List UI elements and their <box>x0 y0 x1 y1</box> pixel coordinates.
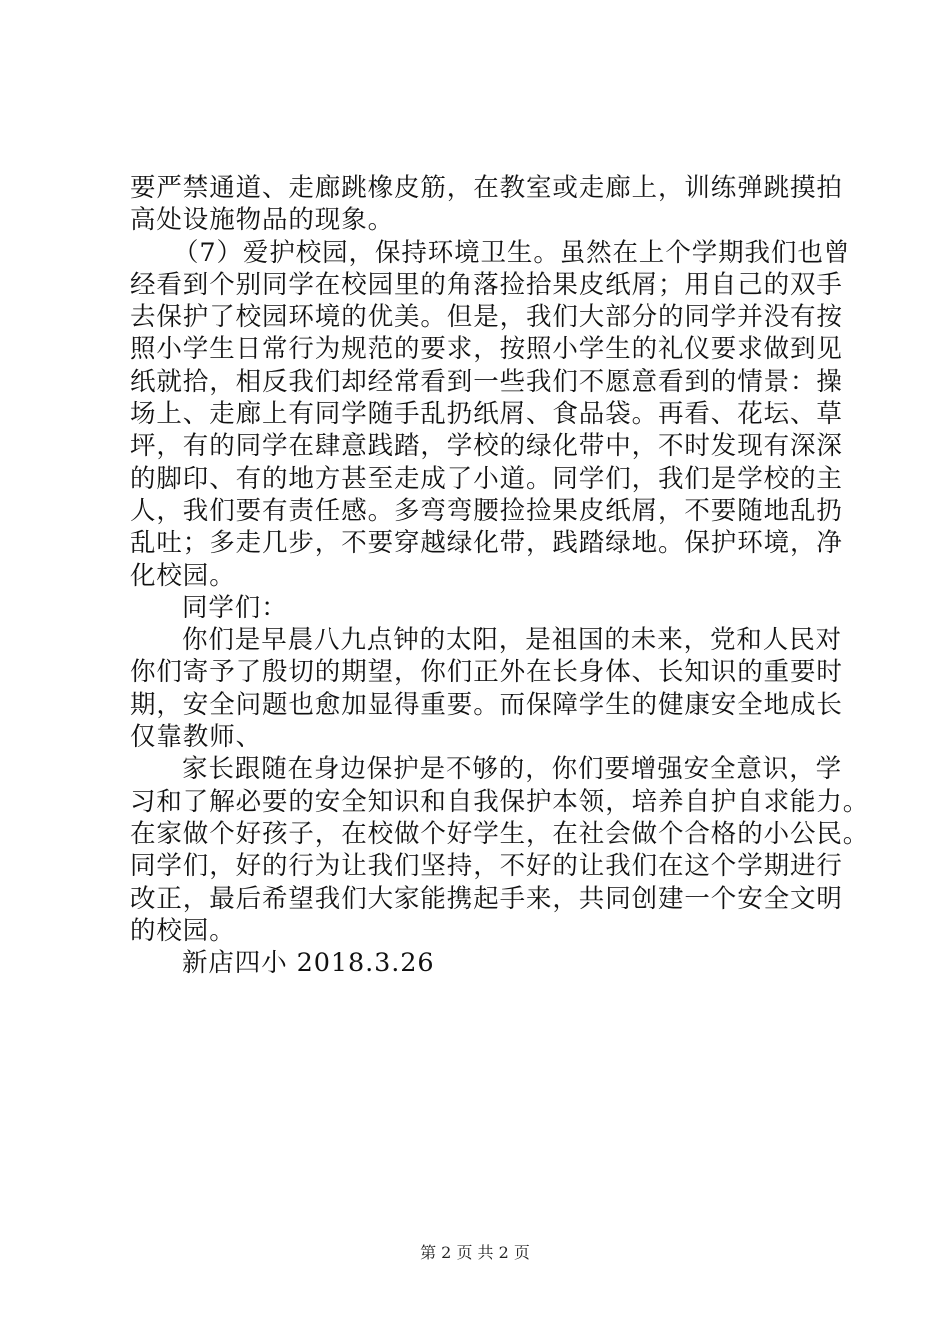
text-line: 纸就拾，相反我们却经常看到一些我们不愿意看到的情景：操 <box>130 366 843 397</box>
text-line: 化校园。 <box>130 560 236 591</box>
text-line: 要严禁通道、走廊跳橡皮筋，在教室或走廊上，训练弹跳摸拍 <box>130 173 843 203</box>
text-line: 人，我们要有责任感。多弯弯腰捡捡果皮纸屑，不要随地乱扔 <box>130 495 843 526</box>
signature-date-line: 新店四小 2018.3.26 <box>182 948 435 979</box>
text-line: 乱吐；多走几步，不要穿越绿化带，践踏绿地。保护环境，净 <box>130 528 843 559</box>
text-line: （7）爱护校园，保持环境卫生。虽然在上个学期我们也曾 <box>173 237 851 268</box>
text-line: 在家做个好孩子，在校做个好学生，在社会做个合格的小公民。 <box>130 818 870 849</box>
text-line: 你们寄予了殷切的期望，你们正外在长身体、长知识的重要时 <box>130 657 843 688</box>
page-number-footer: 第 2 页 共 2 页 <box>420 1243 530 1262</box>
text-line: 场上、走廊上有同学随手乱扔纸屑、食品袋。再看、花坛、草 <box>130 399 843 430</box>
text-line: 坪，有的同学在肆意践踏，学校的绿化带中，不时发现有深深 <box>130 431 843 462</box>
text-line: 家长跟随在身边保护是不够的，你们要增强安全意识，学 <box>182 754 843 785</box>
text-line: 的脚印、有的地方甚至走成了小道。同学们，我们是学校的主 <box>130 463 843 494</box>
text-line: 照小学生日常行为规范的要求，按照小学生的礼仪要求做到见 <box>130 334 843 365</box>
greeting-line: 同学们： <box>182 592 288 623</box>
text-line: 去保护了校园环境的优美。但是，我们大部分的同学并没有按 <box>130 302 843 333</box>
document-body <box>130 172 870 979</box>
text-line: 高处设施物品的现象。 <box>130 205 395 236</box>
text-line: 改正，最后希望我们大家能携起手来，共同创建一个安全文明 <box>130 883 843 914</box>
text-line: 习和了解必要的安全知识和自我保护本领，培养自护自求能力。 <box>130 786 870 817</box>
text-line: 仅靠教师、 <box>130 722 263 753</box>
text-line: 经看到个别同学在校园里的角落捡拾果皮纸屑；用自己的双手 <box>130 269 843 300</box>
text-line: 你们是早晨八九点钟的太阳，是祖国的未来，党和人民对 <box>182 625 843 656</box>
text-line: 同学们，好的行为让我们坚持，不好的让我们在这个学期进行 <box>130 851 843 882</box>
text-line: 的校园。 <box>130 915 236 946</box>
text-line: 期，安全问题也愈加显得重要。而保障学生的健康安全地成长 <box>130 689 843 720</box>
